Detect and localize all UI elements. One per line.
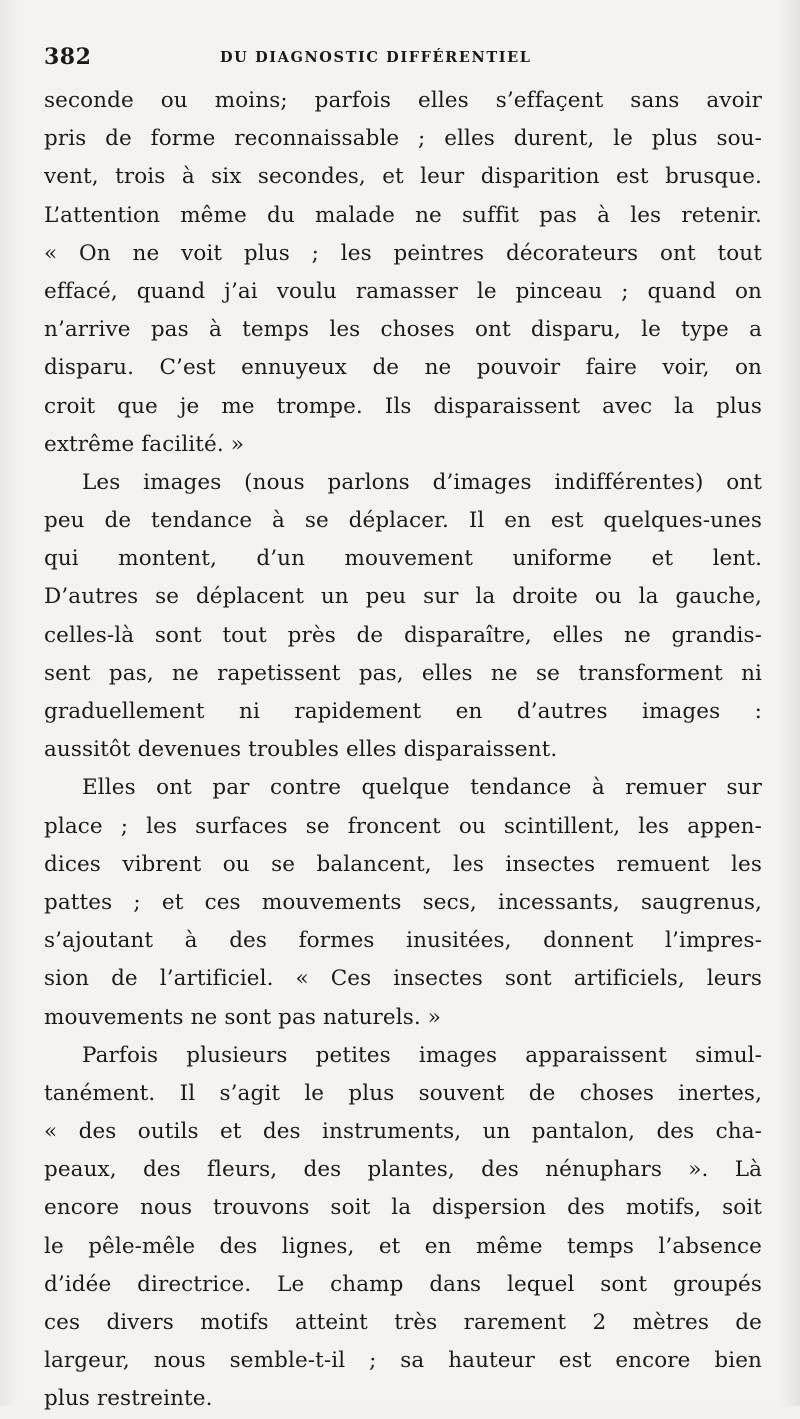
text-line: dices vibrent ou se balancent, les insectes remuent les [44, 851, 762, 877]
text-line: celles-là sont tout près de disparaître, elles ne grandis- [44, 622, 762, 648]
text-line: pris de forme reconnaissable ; elles durent, le plus sou- [44, 126, 762, 152]
paragraph-end-line: extrême facilité. » [44, 431, 244, 457]
text-line: croit que je me trompe. Ils disparaissent avec la plus [44, 393, 762, 419]
text-line: s’ajoutant à des formes inusitées, donnent l’impres- [44, 928, 762, 954]
page-number: 382 [44, 44, 92, 70]
text-line: largeur, nous semble-t-il ; sa hauteur est encore bien [44, 1348, 762, 1374]
text-line: disparu. C’est ennuyeux de ne pouvoir faire voir, on [44, 355, 762, 381]
paragraph-start-line: Parfois plusieurs petites images apparaissent simul- [82, 1042, 762, 1068]
running-title: DU DIAGNOSTIC DIFFÉRENTIEL [220, 49, 532, 66]
text-line: encore nous trouvons soit la dispersion des motifs, soit [44, 1195, 762, 1221]
paragraph-end-line: mouvements ne sont pas naturels. » [44, 1004, 441, 1030]
running-head [44, 42, 764, 72]
text-line: D’autres se déplacent un peu sur la droite ou la gauche, [44, 584, 762, 610]
text-line: effacé, quand j’ai voulu ramasser le pinceau ; quand on [44, 278, 762, 304]
paragraph-end-line: aussitôt devenues troubles elles disparaissent. [44, 737, 558, 763]
text-line: seconde ou moins; parfois elles s’effaçent sans avoir [44, 88, 762, 113]
text-line: le pêle-mêle des lignes, et en même temps l’absence [44, 1233, 762, 1259]
text-line: qui montent, d’un mouvement uniforme et lent. [44, 546, 762, 572]
text-line: place ; les surfaces se froncent ou scintillent, les appen- [44, 813, 762, 839]
text-line: ces divers motifs atteint très rarement 2 mètres de [44, 1310, 762, 1335]
text-line: d’idée directrice. Le champ dans lequel sont groupés [44, 1271, 762, 1297]
text-line: « On ne voit plus ; les peintres décorateurs ont tout [44, 240, 762, 266]
body-text [44, 82, 762, 1419]
paragraph-start-line: Elles ont par contre quelque tendance à remuer sur [82, 775, 762, 801]
text-line: « des outils et des instruments, un pantalon, des cha- [44, 1119, 762, 1145]
text-line: sent pas, ne rapetissent pas, elles ne se transforment ni [44, 660, 762, 686]
text-line: n’arrive pas à temps les choses ont disparu, le type a [44, 317, 762, 343]
text-line: pattes ; et ces mouvements secs, incessants, saugrenus, [44, 889, 762, 915]
text-line: tanément. Il s’agit le plus souvent de choses inertes, [44, 1080, 762, 1106]
text-line: vent, trois à six secondes, et leur disparition est brusque. [44, 164, 762, 190]
text-line: sion de l’artificiel. « Ces insectes sont artificiels, leurs [44, 966, 762, 992]
text-line: peu de tendance à se déplacer. Il en est quelques-unes [44, 508, 762, 534]
paragraph-start-line: Les images (nous parlons d’images indifférentes) ont [82, 469, 762, 495]
paragraph-end-line: plus restreinte. [44, 1386, 213, 1412]
text-line: peaux, des fleurs, des plantes, des nénuphars ». Là [44, 1157, 762, 1183]
text-line: graduellement ni rapidement en d’autres images : [44, 699, 762, 724]
text-line: L’attention même du malade ne suffit pas à les retenir. [44, 202, 762, 228]
